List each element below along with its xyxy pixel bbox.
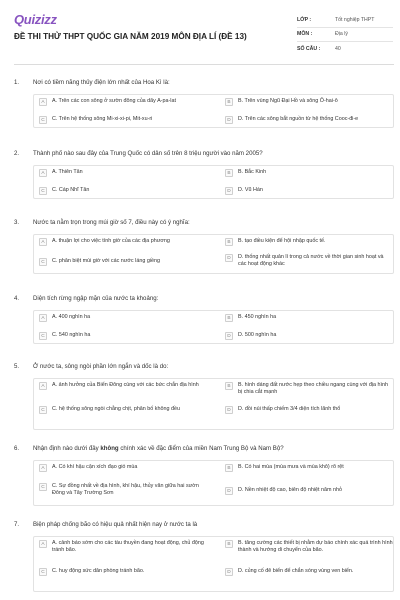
- question-7: [14, 521, 394, 592]
- option-letter-badge: C: [39, 406, 47, 414]
- question-number: 5.: [14, 363, 20, 370]
- options-grid: [33, 536, 394, 592]
- option-d[interactable]: [225, 406, 393, 414]
- question-stem: [14, 79, 394, 87]
- question-number: 2.: [14, 150, 20, 157]
- option-text: A. thuận lợi cho việc tính giờ của các địa phương: [52, 238, 170, 244]
- options-grid: [33, 234, 394, 274]
- option-b[interactable]: [225, 464, 393, 472]
- option-b[interactable]: [225, 238, 393, 246]
- option-letter-badge: C: [39, 568, 47, 576]
- header-divider: [14, 64, 394, 65]
- option-text: A. Có khí hậu cận xích đạo gió mùa: [52, 464, 138, 470]
- option-d[interactable]: [225, 332, 393, 340]
- option-letter-badge: C: [39, 258, 47, 266]
- option-text: C. hệ thống sông ngòi chằng chịt, phân bố không đều: [52, 406, 180, 412]
- option-d[interactable]: [225, 116, 393, 124]
- option-d[interactable]: [225, 568, 393, 576]
- question-number: 3.: [14, 219, 20, 226]
- option-a[interactable]: [39, 540, 209, 555]
- option-letter-badge: D: [225, 116, 233, 124]
- option-text: B. 450 nghìn ha: [238, 314, 277, 320]
- info-label: SỐ CÂU :: [297, 46, 321, 53]
- option-letter-badge: B: [225, 314, 233, 322]
- option-letter-badge: B: [225, 464, 233, 472]
- option-text: B. Trên vùng Ngũ Đại Hồ và sông Ô-hai-ô: [238, 98, 338, 104]
- question-1: [14, 79, 394, 128]
- info-label: MÔN :: [297, 31, 313, 38]
- option-c[interactable]: [39, 258, 209, 266]
- option-text: C. phân biệt múi giờ với các nước láng giềng: [52, 258, 161, 264]
- option-b[interactable]: [225, 382, 393, 397]
- option-text: A. Trên các con sông ở sườn đông của dãy A-pa-lat: [52, 98, 176, 104]
- question-text-emphasis: không: [100, 445, 119, 452]
- option-d[interactable]: [225, 187, 393, 195]
- option-letter-badge: D: [225, 254, 233, 262]
- option-c[interactable]: [39, 116, 209, 124]
- option-letter-badge: D: [225, 568, 233, 576]
- option-text: C. Sự đồng nhất về địa hình, khí hậu, thủy văn giữa hai sườn Đông và Tây Trường Sơn: [52, 483, 199, 497]
- option-letter-badge: D: [225, 332, 233, 340]
- option-letter-badge: B: [225, 169, 233, 177]
- option-text: C. huy động sức dân phòng tránh bão.: [52, 568, 145, 574]
- info-row-question-count: [297, 42, 393, 57]
- option-letter-badge: B: [225, 98, 233, 106]
- options-grid: [33, 378, 394, 430]
- question-stem: [14, 521, 394, 529]
- option-a[interactable]: [39, 98, 209, 106]
- info-value: Địa lý: [335, 31, 348, 38]
- option-text: C. Trên hệ thống sông Mi-xi-xi-pi, Mit-xu-ri: [52, 116, 153, 122]
- question-text: Biện pháp chống bão có hiệu quả nhất hiện nay ở nước ta là: [33, 521, 198, 528]
- option-letter-badge: A: [39, 238, 47, 246]
- options-grid: [33, 94, 394, 128]
- question-stem: [14, 445, 394, 453]
- option-letter-badge: C: [39, 332, 47, 340]
- question-number: 1.: [14, 79, 20, 86]
- option-a[interactable]: [39, 382, 209, 390]
- option-c[interactable]: [39, 483, 209, 498]
- option-letter-badge: A: [39, 464, 47, 472]
- option-letter-badge: A: [39, 540, 47, 548]
- info-label: LỚP :: [297, 16, 312, 23]
- question-6: [14, 445, 394, 506]
- option-b[interactable]: [225, 540, 393, 555]
- option-text: B. Bắc Kinh: [238, 169, 267, 175]
- option-letter-badge: B: [225, 540, 233, 548]
- option-text: B. Có hai mùa (mùa mưa và mùa khô) rõ rệt: [238, 464, 344, 470]
- option-text: D. thống nhất quản lí trong cả nước về thời gian sinh hoạt và các hoạt động khác: [238, 254, 384, 268]
- option-text: B. tạo điều kiện để hội nhập quốc tế.: [238, 238, 326, 244]
- option-text: D. Vũ Hán: [238, 187, 263, 193]
- option-text: A. 400 nghìn ha: [52, 314, 91, 320]
- question-4: [14, 295, 394, 344]
- option-letter-badge: C: [39, 116, 47, 124]
- option-letter-badge: B: [225, 238, 233, 246]
- options-grid: [33, 165, 394, 199]
- question-3: [14, 219, 394, 274]
- option-c[interactable]: [39, 568, 209, 576]
- option-c[interactable]: [39, 406, 209, 414]
- info-value: Tốt nghiệp THPT: [335, 16, 375, 23]
- option-c[interactable]: [39, 187, 209, 195]
- option-text: B. tăng cường các thiết bị nhằm dự báo chính xác quá trình hình thành và hướng di chuyển của bão.: [238, 540, 393, 554]
- exam-info-box: [297, 13, 393, 57]
- question-text: Ở nước ta, sông ngòi phần lớn ngắn và dốc là do:: [33, 363, 169, 370]
- option-text: A. Thiên Tân: [52, 169, 83, 175]
- option-d[interactable]: [225, 254, 393, 269]
- question-text: Thành phố nào sau đây của Trung Quốc có dân số trên 8 triệu người vào năm 2005?: [33, 150, 263, 157]
- question-text-part: chính xác về đặc điểm của miền Nam Trung Bộ và Nam Bộ?: [118, 445, 284, 452]
- question-5: [14, 363, 394, 430]
- quizizz-logo: Quizizz: [14, 12, 57, 27]
- info-value: 40: [335, 46, 341, 53]
- option-text: D. củng cố đê biển để chắn sóng vùng ven biển.: [238, 568, 354, 574]
- exam-title: ĐỀ THI THỬ THPT QUỐC GIA NĂM 2019 MÔN ĐỊA LÍ (ĐỀ 13): [14, 32, 247, 41]
- options-grid: [33, 310, 394, 344]
- option-letter-badge: D: [225, 406, 233, 414]
- option-a[interactable]: [39, 169, 209, 177]
- options-grid: [33, 460, 394, 506]
- option-text: A. ảnh hưởng của Biển Đông cùng với các bức chắn địa hình: [52, 382, 199, 388]
- question-text: Nơi có tiềm năng thủy điện lớn nhất của Hoa Kì là:: [33, 79, 170, 86]
- option-text: A. cảnh báo sớm cho các tàu thuyền đang hoạt động, chủ động tránh bão.: [52, 540, 204, 554]
- option-letter-badge: D: [225, 187, 233, 195]
- option-text: B. hình dáng đất nước hẹp theo chiều ngang cùng với địa hình bị chia cắt mạnh: [238, 382, 389, 396]
- option-letter-badge: D: [225, 487, 233, 495]
- option-a[interactable]: [39, 238, 209, 246]
- option-text: C. 540 nghìn ha: [52, 332, 91, 338]
- question-number: 6.: [14, 445, 20, 452]
- question-number: 4.: [14, 295, 20, 302]
- question-stem: [14, 295, 394, 303]
- option-text: D. Nền nhiệt độ cao, biên độ nhiệt năm nhỏ: [238, 487, 342, 493]
- option-text: D. đồi núi thấp chiếm 3/4 diện tích lãnh thổ: [238, 406, 341, 412]
- info-row-subject: [297, 28, 393, 43]
- question-stem: [14, 363, 394, 371]
- option-letter-badge: C: [39, 187, 47, 195]
- option-b[interactable]: [225, 98, 393, 106]
- option-b[interactable]: [225, 169, 393, 177]
- option-a[interactable]: [39, 464, 209, 472]
- question-number: 7.: [14, 521, 20, 528]
- option-d[interactable]: [225, 487, 393, 495]
- option-letter-badge: A: [39, 314, 47, 322]
- option-letter-badge: A: [39, 382, 47, 390]
- option-text: C. Cáp Nhĩ Tân: [52, 187, 90, 193]
- info-row-class: [297, 13, 393, 28]
- option-b[interactable]: [225, 314, 393, 322]
- option-a[interactable]: [39, 314, 209, 322]
- question-text: Nước ta nằm trọn trong múi giờ số 7, điều này có ý nghĩa:: [33, 219, 190, 226]
- option-text: D. 500 nghìn ha: [238, 332, 277, 338]
- question-text: Diện tích rừng ngập mặn của nước ta khoảng:: [33, 295, 159, 302]
- question-text: [33, 445, 394, 453]
- question-2: [14, 150, 394, 199]
- option-c[interactable]: [39, 332, 209, 340]
- option-letter-badge: A: [39, 169, 47, 177]
- document-header: [0, 0, 400, 68]
- option-letter-badge: B: [225, 382, 233, 390]
- question-stem: [14, 150, 394, 158]
- question-text-part: Nhận định nào dưới đây: [33, 445, 101, 452]
- question-stem: [14, 219, 394, 227]
- option-text: D. Trên các sông bắt nguồn từ hệ thống Cooc-đi-e: [238, 116, 359, 122]
- option-letter-badge: A: [39, 98, 47, 106]
- option-letter-badge: C: [39, 483, 47, 491]
